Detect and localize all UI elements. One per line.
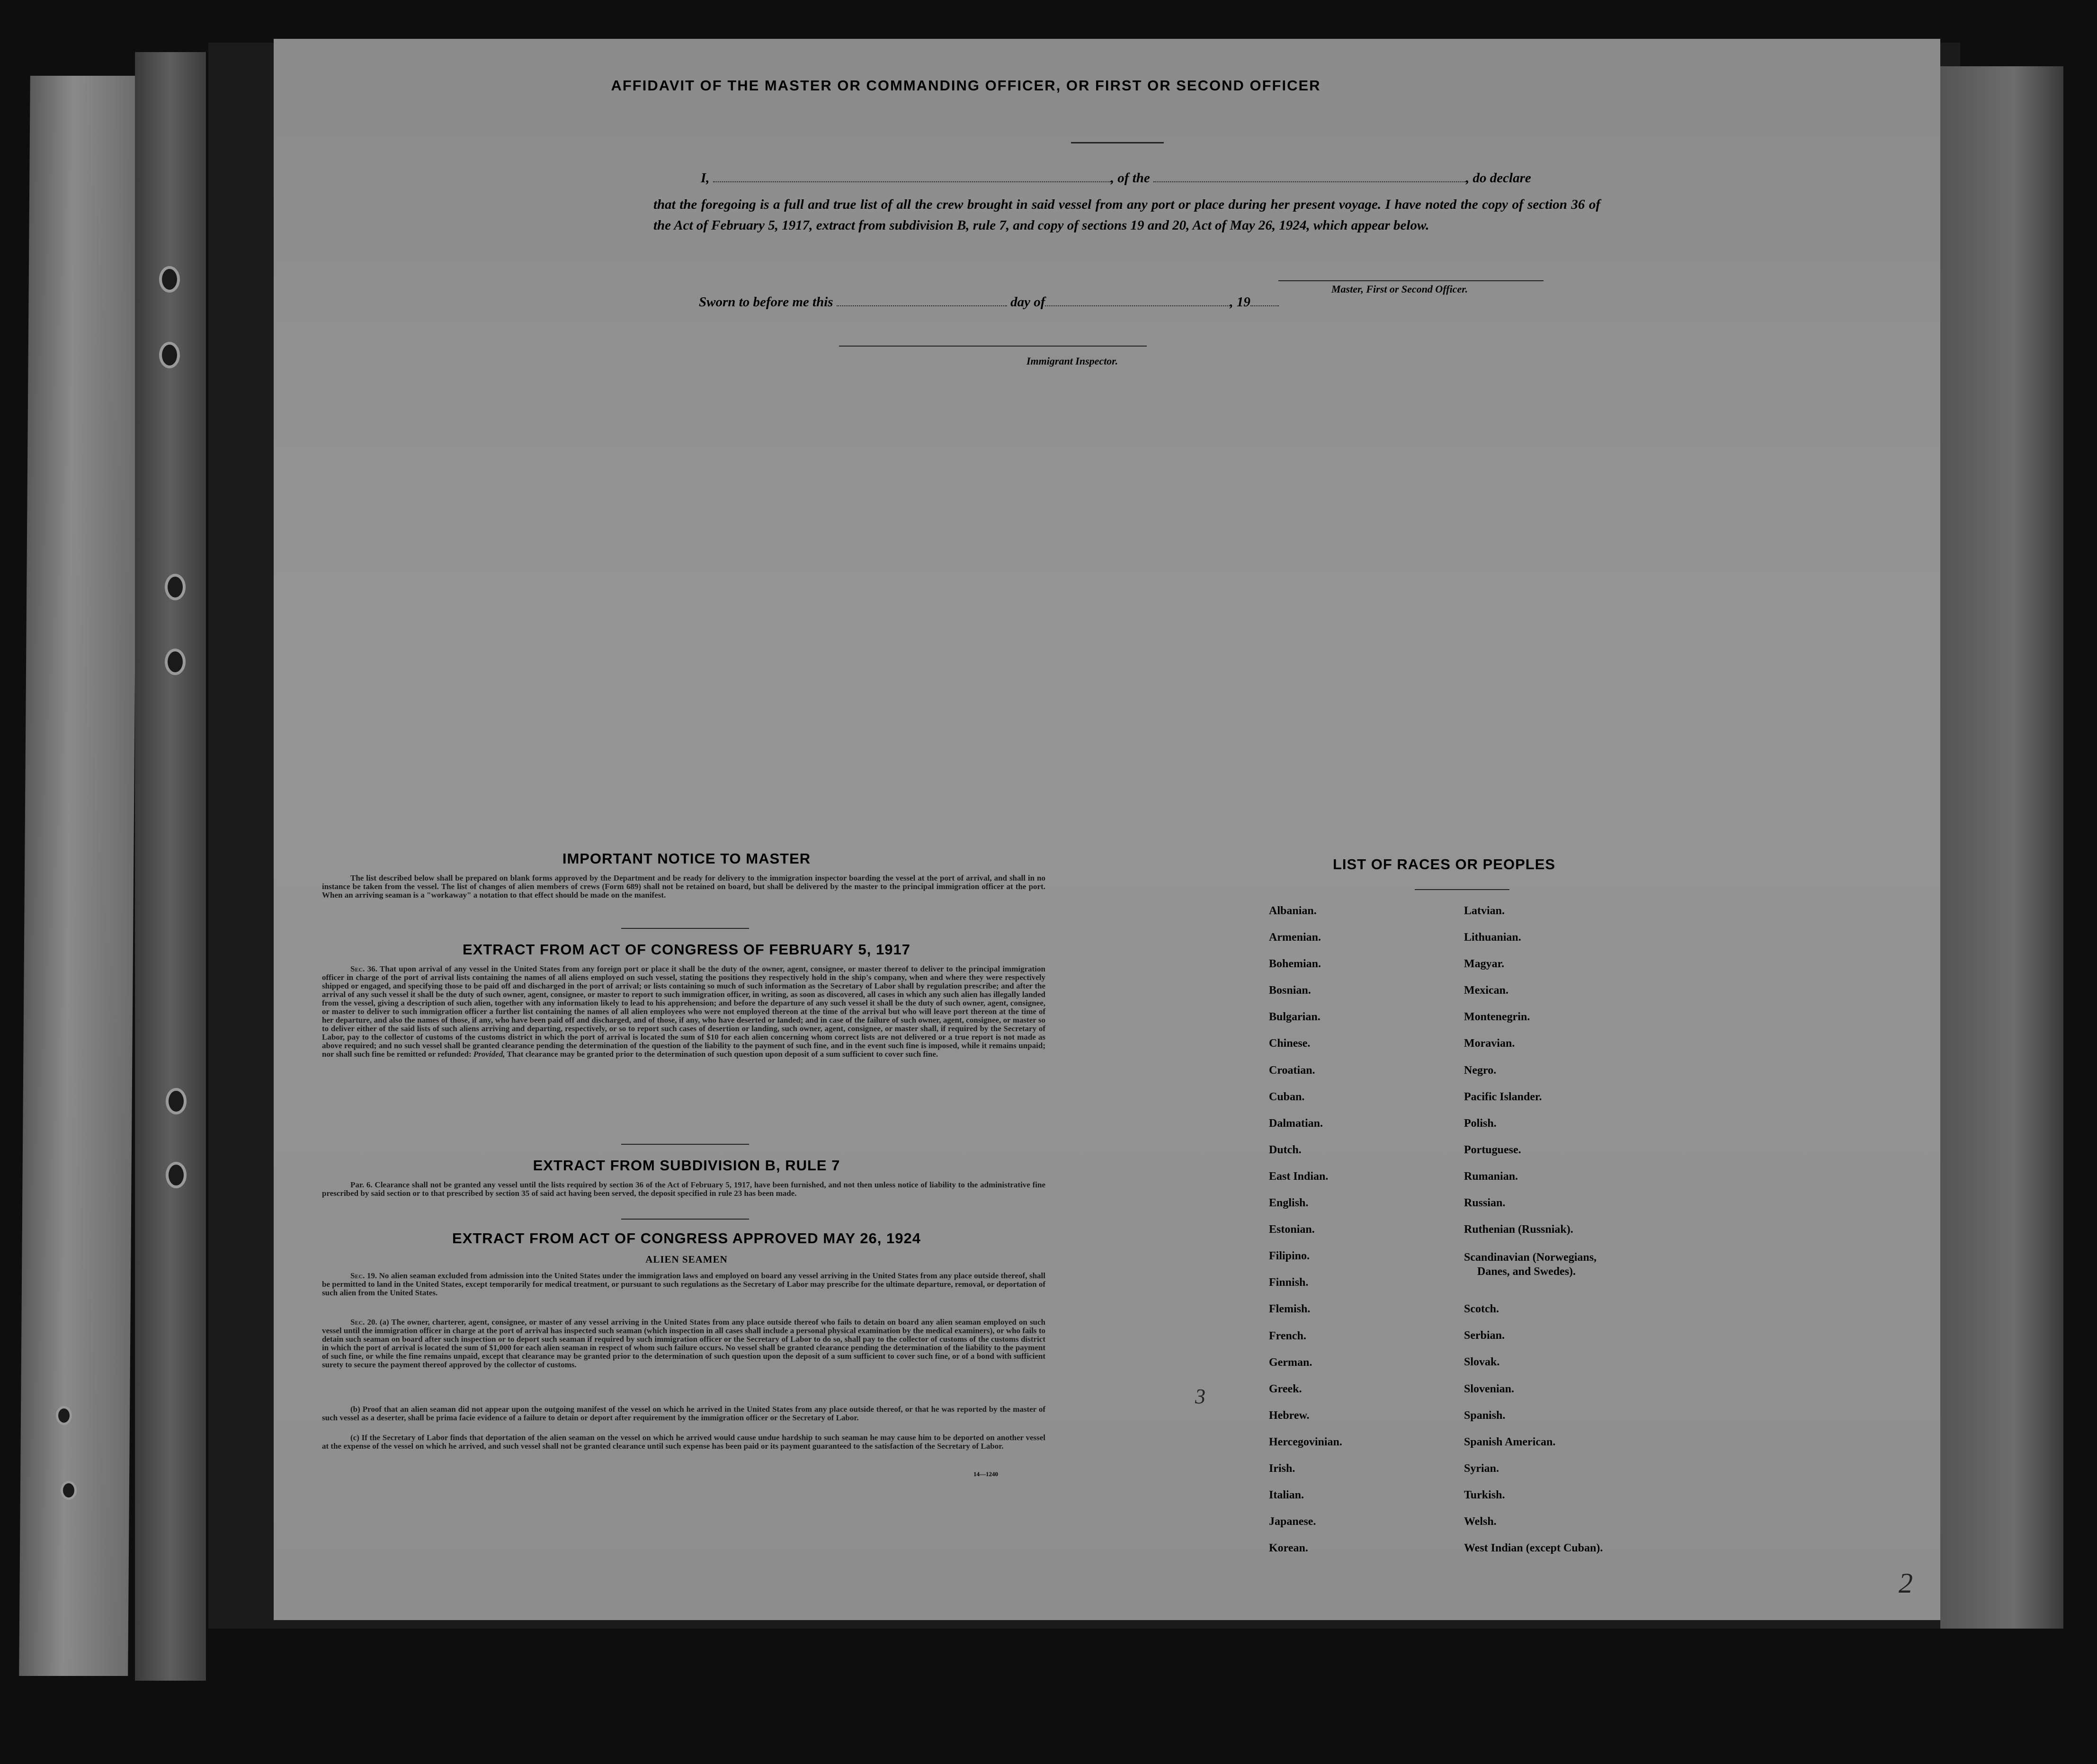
race-item-scandinavian — [1464, 1250, 1653, 1303]
race-item: Mexican. — [1464, 984, 1508, 997]
race-item: Latvian. — [1464, 905, 1505, 917]
race-item: West Indian (except Cuban). — [1464, 1542, 1603, 1555]
race-item: Albanian. — [1269, 905, 1317, 917]
section-36-label: Sec. 36. — [350, 964, 377, 973]
scandinavian-line-2: Danes, and Swedes). — [1477, 1265, 1576, 1278]
race-item: Negro. — [1464, 1064, 1497, 1077]
race-item: Welsh. — [1464, 1515, 1497, 1528]
underlying-page-edge — [1940, 66, 2063, 1629]
races-left-column — [1269, 905, 1342, 1569]
sec20-c-text: (c) If the Secretary of Labor finds that deportation of the alien seaman on the vessel on which he arrived would cause undue hardship to such seaman he may cause him to be deported on another vessel at the expense of the vessel on which he arrived, and such vessel shall not be granted clearance until such expense has been paid or its payment guaranteed to the satisfaction of the Secretary of Labor. — [322, 1433, 1045, 1451]
extract-rule7-text: Par. 6. Clearance shall not be granted any vessel until the lists required by section 36 of the Act of February 5, 1917, have been furnished, and not then unless notice of liability to the administrative fine prescribed by said section or to that prescribed by section 35 of said act having been served, the deposit specified in rule 23 has been made. — [322, 1180, 1045, 1198]
race-item: Spanish American. — [1464, 1435, 1556, 1448]
race-item: German. — [1269, 1356, 1312, 1369]
race-item: Portuguese. — [1464, 1143, 1521, 1156]
day-of-label: day of — [1010, 294, 1045, 310]
sec19-paragraph — [322, 1272, 1045, 1297]
year-prefix: , 19 — [1230, 294, 1250, 310]
name-field[interactable] — [713, 171, 1111, 182]
notice-title: IMPORTANT NOTICE TO MASTER — [562, 850, 811, 867]
binder-hole — [166, 1162, 187, 1188]
race-item: Chinese. — [1269, 1037, 1311, 1050]
master-signature-line[interactable] — [1278, 280, 1544, 281]
race-item: Filipino. — [1269, 1250, 1310, 1263]
proviso-text: That clearance may be granted prior to the determination of such question upon deposit of a sum sufficient to cover such fine. — [507, 1050, 938, 1059]
sworn-date-field[interactable] — [837, 295, 1007, 306]
affidavit-title: AFFIDAVIT OF THE MASTER OR COMMANDING OFFICER, OR FIRST OR SECOND OFFICER — [611, 77, 1321, 94]
race-item: English. — [1269, 1197, 1309, 1210]
section-rule — [621, 1219, 749, 1220]
affidavit-first-line — [701, 170, 1531, 186]
binder-edge — [135, 52, 206, 1681]
races-title: LIST OF RACES OR PEOPLES — [1332, 856, 1556, 873]
binder-hole — [56, 1406, 72, 1425]
i-label: I, — [701, 170, 710, 186]
binder-hole — [165, 649, 186, 675]
binder-hole — [159, 266, 180, 293]
vessel-field[interactable] — [1153, 171, 1466, 182]
race-item: Dutch. — [1269, 1143, 1302, 1156]
race-item: Slovak. — [1464, 1356, 1500, 1369]
sec20-b-text: (b) Proof that an alien seaman did not appear upon the outgoing manifest of the vessel on which he arrived in the United States from any place outside thereof, or that he was reported by the master of such vessel as a deserter, shall be prima facie evidence of a failure to detain or deport after requirement by the immigration officer or the Secretary of Labor. — [322, 1405, 1045, 1422]
race-item: Syrian. — [1464, 1462, 1499, 1475]
race-item: East Indian. — [1269, 1170, 1329, 1183]
race-item: Japanese. — [1269, 1515, 1316, 1528]
race-item: Polish. — [1464, 1117, 1497, 1130]
extract-1924-title: EXTRACT FROM ACT OF CONGRESS APPROVED MAY 26, 1924 — [452, 1230, 921, 1247]
sworn-prefix: Sworn to before me this — [699, 294, 833, 310]
race-item: Estonian. — [1269, 1223, 1315, 1236]
race-item: Montenegrin. — [1464, 1011, 1530, 1024]
race-item: Italian. — [1269, 1489, 1304, 1502]
race-item: Serbian. — [1464, 1329, 1505, 1342]
sec19-label: Sec. 19. — [350, 1271, 377, 1280]
binder-hole — [166, 1088, 187, 1114]
race-item: Spanish. — [1464, 1409, 1506, 1422]
title-rule — [1071, 142, 1164, 143]
race-item: Bohemian. — [1269, 958, 1321, 971]
race-item: Slovenian. — [1464, 1382, 1515, 1395]
do-declare-label: , do declare — [1466, 170, 1531, 186]
race-item: Greek. — [1269, 1382, 1302, 1395]
binder-hole — [61, 1481, 77, 1500]
race-item: Moravian. — [1464, 1037, 1515, 1050]
race-item: Cuban. — [1269, 1090, 1305, 1103]
proviso-label: Provided, — [473, 1050, 505, 1059]
handwritten-mark: 3 — [1195, 1385, 1205, 1408]
race-item: Bosnian. — [1269, 984, 1311, 997]
notice-text: The list described below shall be prepared on blank forms approved by the Department and be ready for delivery to the immigration inspector boarding the vessel at the port of arrival, and shall in no instance be taken from the vessel. The list of changes of alien members of crews (Form 689) shall not be retained on board, but shall be delivered by the master to the principal immigration officer at the port. When an arriving seaman is a "workaway" a notation to that effect should be made on the manifest. — [322, 873, 1045, 900]
race-item: Korean. — [1269, 1542, 1308, 1555]
race-item: Finnish. — [1269, 1276, 1309, 1289]
race-item: French. — [1269, 1329, 1306, 1342]
race-item: Turkish. — [1464, 1488, 1505, 1501]
races-title-rule — [1415, 889, 1509, 890]
race-item: Flemish. — [1269, 1303, 1311, 1316]
race-item: Magyar. — [1464, 958, 1505, 971]
extract-rule7-title: EXTRACT FROM SUBDIVISION B, RULE 7 — [533, 1157, 840, 1174]
manifest-form-page — [274, 39, 1940, 1620]
race-item: Dalmatian. — [1269, 1117, 1323, 1130]
form-code: 14—1240 — [973, 1470, 998, 1478]
race-item: Lithuanian. — [1464, 931, 1521, 944]
left-paper-strip — [19, 76, 139, 1676]
race-item: Armenian. — [1269, 931, 1321, 944]
sworn-line — [699, 294, 1279, 310]
race-item: Bulgarian. — [1269, 1011, 1321, 1024]
handwritten-page-number: 2 — [1899, 1568, 1913, 1599]
affidavit-body: that the foregoing is a full and true list of all the crew brought in said vessel from any port or place during her present voyage. I have noted the copy of section 36 of the Act of February 5, 1917, extract from subdivision B, rule 7, and copy of sections 19 and 20, Act of May 26, 1924, which appear below. — [653, 197, 1600, 233]
sec20-text: (a) The owner, charterer, agent, consignee, or master of any vessel arriving in the United States from any place outside thereof who fails to detain on board any alien seaman employed on such vessel until the immigration officer in charge at the port of arrival has inspected such seaman (which inspection in all cases shall include a personal physical examination by the medical examiners), or who fails to detain such seaman on board after such inspection or to deport such seaman if required by such immigration officer or the Secretary of Labor to do so, shall pay to the collector of customs of the customs district in which the port of arrival is located the sum of $1,000 for each alien seaman in respect of whom such failure occurs. No vessel shall be granted clearance pending the determination of the liability to the payment of such fine, or while the fine remains unpaid, except that clearance may be granted prior to the determination of such question upon the deposit of a sum sufficient to cover such fine, or of a bond with sufficient surety to secure the payment thereof approved by the collector of customs. — [322, 1318, 1046, 1369]
section-rule — [621, 928, 749, 929]
alien-seamen-subtitle: ALIEN SEAMEN — [645, 1254, 728, 1265]
extract-1917-title: EXTRACT FROM ACT OF CONGRESS OF FEBRUARY 5, 1917 — [463, 941, 910, 958]
sec20-label: Sec. 20. — [350, 1318, 377, 1327]
inspector-label: Immigrant Inspector. — [1026, 355, 1118, 367]
race-item: Hebrew. — [1269, 1409, 1310, 1422]
race-item: Rumanian. — [1464, 1170, 1518, 1183]
master-label: Master, First or Second Officer. — [1331, 283, 1468, 295]
sec19-text: No alien seaman excluded from admission into the United States under the immigration laws and employed on board any vessel arriving in the United States from any place outside thereof, shall be permitted to land in the United States, except temporarily for medical treatment, or pursuant to such regulations as the Secretary of Labor may prescribe for the ultimate departure, removal, or deportation of such alien from the United States. — [322, 1271, 1045, 1297]
race-item: Irish. — [1269, 1462, 1295, 1475]
race-item: Ruthenian (Russniak). — [1464, 1223, 1573, 1236]
inspector-signature-line[interactable] — [839, 346, 1147, 347]
section-36-text: That upon arrival of any vessel in the United States from any foreign port or place it shall be the duty of the owner, agent, consignee, or master thereof to deliver to the principal immigration officer in charge of the port of arrival lists containing the names of all aliens employed on such vessel, stating the positions they respectively hold in the ship's company, when and where they were respectively shipped or engaged, and specifying those to be paid off and discharged in the port of arrival; or lists containing so much of such information as the Secretary of Labor shall by regulation prescribe; and after the arrival of any such vessel it shall be the duty of such owner, agent, consignee, or master to report to such immigration officer, in writing, as soon as discovered, all cases in which any such alien has illegally landed from the vessel, giving a description of such alien, together with any information likely to lead to his apprehension; and before the departure of any such vessel it shall be the duty of such owner, agent, consignee, or master to deliver to such immigration officer a further list containing the names of all alien employees who were not employed thereon at the time of the arrival but who will leave port thereon at the time of her departure, and also the names of those, if any, who have been paid off and discharged, and of those, if any, who have deserted or landed; and in case of the failure of such owner, agent, consignee, or master so to deliver either of the said lists of such aliens arriving and departing, respectively, or so to report such cases of desertion or landing, such owner, agent, consignee, or master shall, if required by the Secretary of Labor, pay to the collector of customs of the customs district in which the port of arrival is located the sum of $10 for each alien concerning whom correct lists are not delivered or a true report is not made as above required; and no such vessel shall be granted clearance pending the determination of the question of the liability to the payment of such fine, and in the event such fine is imposed, while it remains unpaid; nor shall such fine be remitted or refunded: — [322, 964, 1045, 1059]
sworn-month-field[interactable] — [1045, 295, 1230, 306]
sec20-paragraph — [322, 1318, 1045, 1369]
race-item: Pacific Islander. — [1464, 1090, 1542, 1103]
sworn-year-field[interactable] — [1250, 295, 1279, 306]
race-item: Scotch. — [1464, 1303, 1499, 1316]
race-item: Croatian. — [1269, 1064, 1315, 1077]
of-the-label: , of the — [1110, 170, 1150, 186]
extract-1917-text — [322, 965, 1045, 1059]
races-right-column — [1464, 905, 1653, 1569]
binder-hole — [159, 342, 180, 368]
scandinavian-line-1: Scandinavian (Norwegians, — [1464, 1251, 1597, 1264]
race-item: Russian. — [1464, 1197, 1506, 1210]
race-item: Hercegovinian. — [1269, 1435, 1342, 1448]
binder-hole — [165, 574, 186, 600]
section-rule — [621, 1144, 749, 1145]
